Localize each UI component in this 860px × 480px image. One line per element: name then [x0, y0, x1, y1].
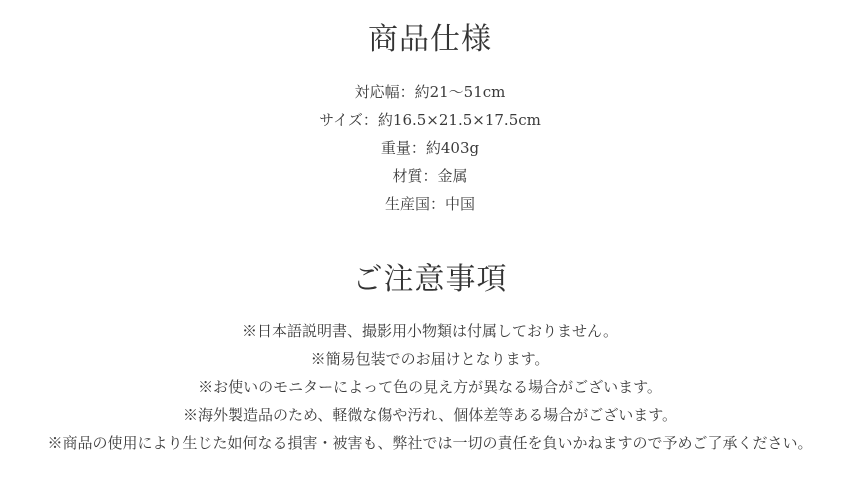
spec-item-material: 材質：金属	[392, 167, 468, 185]
spec-item-size-range: 対応幅：約21〜51cm	[354, 83, 506, 101]
note-item-color: ※お使いのモニターによって色の見え方が異なる場合がございます。	[198, 378, 662, 396]
spec-section-title: 商品仕様	[368, 22, 492, 57]
note-item-imperfections: ※海外製造品のため、軽微な傷や汚れ、個体差等ある場合がございます。	[182, 406, 678, 424]
notes-section-title: ご注意事項	[352, 262, 508, 297]
spec-item-origin: 生産国：中国	[384, 195, 475, 213]
note-item-manual: ※日本語説明書、撮影用小物類は付属しておりません。	[242, 322, 618, 340]
notes-list	[0, 317, 860, 457]
spec-item-dimensions: サイズ：約16.5×21.5×17.5cm	[319, 111, 541, 129]
spec-list	[0, 78, 860, 218]
spec-item-weight: 重量：約403g	[380, 139, 480, 157]
note-item-liability: ※商品の使用により生じた如何なる損害・被害も、弊社では一切の責任を負いかねますので予めご了承ください。	[47, 434, 813, 452]
note-item-packaging: ※簡易包装でのお届けとなります。	[310, 350, 550, 368]
